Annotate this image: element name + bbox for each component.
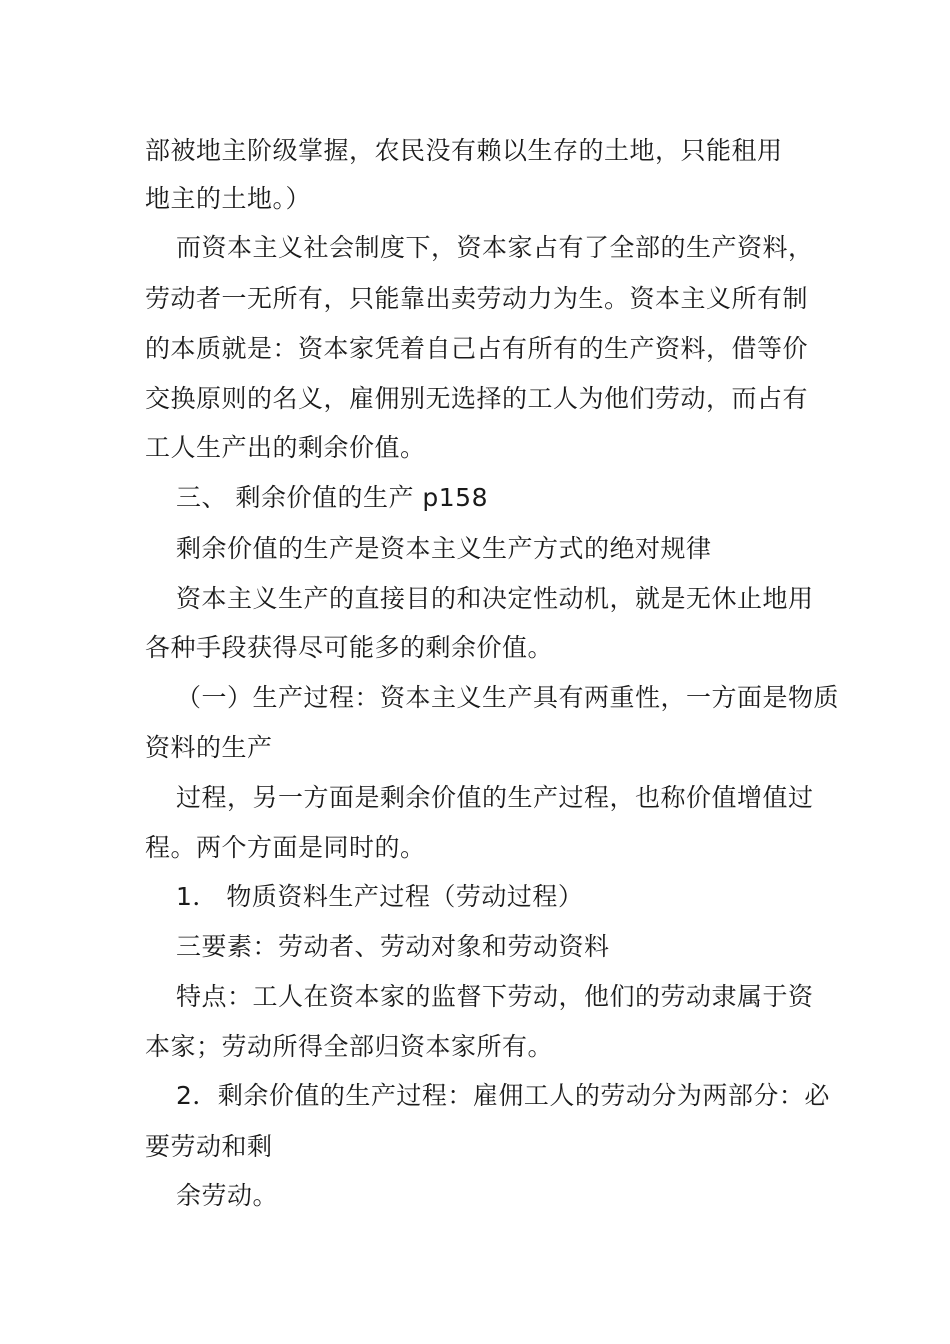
list-item-heading: 1． 物质资料生产过程（劳动过程） [176,882,584,911]
paragraph-start: 剩余价值的生产是资本主义生产方式的绝对规律 [176,534,712,563]
text-line: 本家；劳动所得全部归资本家所有。 [145,1032,554,1061]
paragraph-start: 特点：工人在资本家的监督下劳动，他们的劳动隶属于资 [176,982,814,1011]
text-line: 部被地主阶级掌握，农民没有赖以生存的土地，只能租用 [145,136,783,165]
paragraph-start: 三要素：劳动者、劳动对象和劳动资料 [176,932,610,961]
text-line: 地主的土地。） [145,184,312,213]
text-line: 程。两个方面是同时的。 [145,833,426,862]
text-line: 交换原则的名义，雇佣别无选择的工人为他们劳动，而占有 [145,384,809,413]
section-heading: 三、 剩余价值的生产 p158 [176,483,488,512]
text-line: 要劳动和剩 [145,1132,273,1161]
list-item-heading: 2．剩余价值的生产过程：雇佣工人的劳动分为两部分：必 [176,1081,830,1110]
paragraph-start: 余劳动。 [176,1181,279,1210]
paragraph-start: 过程，另一方面是剩余价值的生产过程，也称价值增值过 [176,783,814,812]
text-line: 工人生产出的剩余价值。 [145,433,426,462]
text-line: 资料的生产 [145,733,273,762]
paragraph-start: 资本主义生产的直接目的和决定性动机，就是无休止地用 [176,584,814,613]
text-line: 的本质就是：资本家凭着自己占有所有的生产资料，借等价 [145,334,809,363]
text-line: 劳动者一无所有，只能靠出卖劳动力为生。资本主义所有制 [145,284,809,313]
paragraph-start: 而资本主义社会制度下，资本家占有了全部的生产资料， [176,233,814,262]
text-line: 各种手段获得尽可能多的剩余价值。 [145,633,554,662]
subsection-heading: （一）生产过程：资本主义生产具有两重性，一方面是物质 [176,683,840,712]
